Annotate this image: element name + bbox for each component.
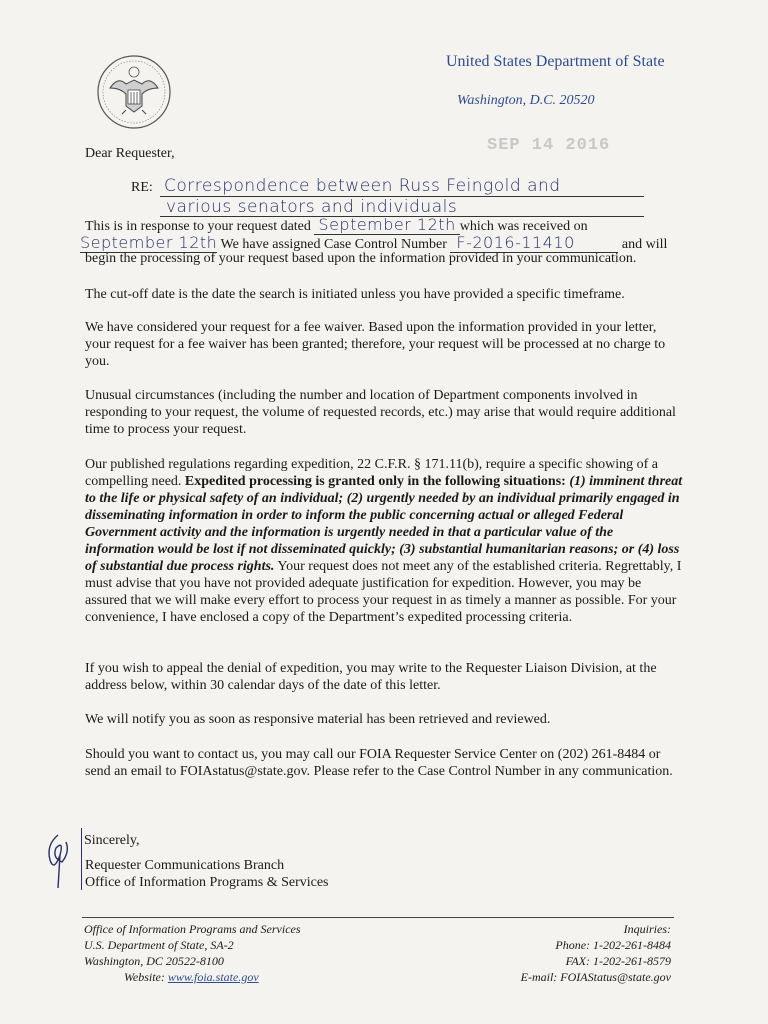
para-cutoff: The cut-off date is the date the search is initiated unless you have provided a specific timeframe. [85,287,625,302]
intro-line-2 [80,233,667,253]
inquiries-phone: Phone: 1-202-261-8484 [555,938,671,952]
re-subject-line-1: Correspondence between Russ Feingold and [164,176,561,196]
footer-address [84,921,301,985]
footer-inquiries [521,921,671,985]
para-expedition [85,456,685,626]
website-link[interactable]: www.foia.state.gov [167,970,259,984]
closing-branch: Requester Communications Branch [85,858,285,873]
inquiries-fax: FAX: 1-202-261-8579 [565,954,671,968]
signature-mark [40,800,90,895]
footer-department: U.S. Department of State, SA-2 [84,938,234,952]
para-fee-waiver: We have considered your request for a fee waiver. Based upon the information provided in your letter, your request for a fee waiver has been granted; therefore, your request will be processed at no charge to you. [85,320,666,369]
intro-text-4: and will [621,237,668,252]
re-subject-line-2: various senators and individuals [166,197,458,217]
salutation: Dear Requester, [85,146,175,161]
expedite-bold: Expedited processing is granted only in the following situations: [184,474,566,489]
para-unusual: Unusual circumstances (including the number and location of Department components involved in responding to your request, the volume of requested records, etc.) may arise that would require additional time to process your request. [85,388,676,437]
footer-divider [82,917,674,918]
expedite-lead: Our published regulations regarding expedition, 22 C.F.R. § 171.11(b), require a specific showing of a compelling need. [85,457,659,489]
footer-office: Office of Information Programs and Services [84,922,301,936]
intro-line-3: begin the processing of your request based upon the information provided in your communication. [85,251,637,266]
para-contact: Should you want to contact us, you may call our FOIA Requester Service Center on (202) 261-8484 or send an email to FOIAstatus@state.gov. Please refer to the Case Control Number in any communication. [85,747,673,779]
date-stamp: SEP 14 2016 [487,136,611,155]
para-appeal: If you wish to appeal the denial of expedition, you may write to the Requester Liaison Division, at the address below, within 30 calendar days of the date of this letter. [85,661,657,693]
case-control-number: F-2016-11410 [450,233,618,253]
footer-city: Washington, DC 20522-8100 [84,954,224,968]
intro-text-2: which was received on [459,219,588,234]
intro-text-3: We have assigned Case Control Number [220,237,447,252]
website-label: Website: [124,970,165,984]
re-label: RE: [131,180,153,195]
para-notify: We will notify you as soon as responsive material has been retrieved and reviewed. [85,712,551,727]
expedite-criteria: (1) imminent threat to the life or physical safety of an individual; (2) urgently needed by an individual primarily engaged in disseminating information in order to inform the public concerning actual or alleged Federal Government activity and the information is urgently needed in that a particular value of the information would be lost if not disseminated quickly; (3) substantial humanitarian reasons; or (4) loss of substantial due process rights. [85,474,683,574]
closing-office: Office of Information Programs & Services [85,875,329,890]
great-seal-icon [96,54,172,130]
signature-line [81,828,82,890]
footer-website-row [84,969,301,985]
request-date: September 12th [314,215,459,235]
agency-city: Washington, D.C. 20520 [457,93,595,108]
inquiries-email: E-mail: FOIAStatus@state.gov [520,970,671,984]
expedite-tail: Your request does not meet any of the established criteria. Regrettably, I must advise that you have not provided adequate justification for expedition. However, you may be assured that we will make every effort to process your request in as timely a manner as possible. For your convenience, I have enclosed a copy of the Department’s expedited processing criteria. [85,559,682,625]
closing-sincerely: Sincerely, [84,833,140,848]
intro-line-1 [85,215,588,235]
inquiries-label: Inquiries: [623,922,671,936]
received-date: September 12th [80,233,218,252]
agency-name: United States Department of State [446,53,665,70]
intro-text-1: This is in response to your request dated [85,219,311,234]
